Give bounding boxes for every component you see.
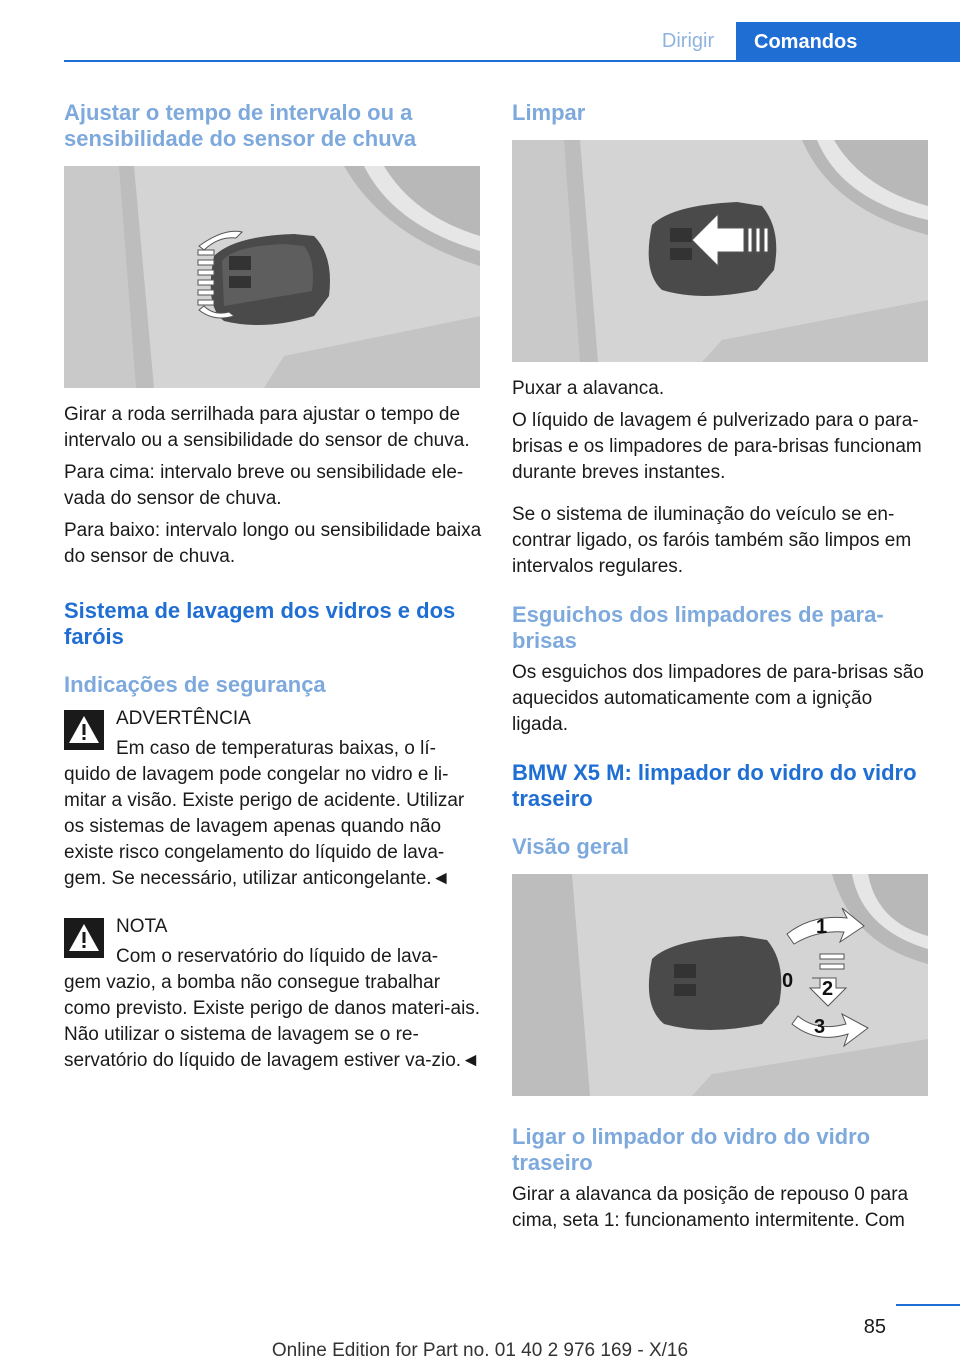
page-number: 85	[863, 1316, 886, 1338]
warning-block	[64, 706, 482, 892]
para-turn-wheel: Girar a roda serrilhada para ajustar o tempo de intervalo ou a sensibilidade do sensor de chuva.	[64, 404, 470, 451]
para-jets-heated: Os esguichos dos limpadores de para-brisas são aquecidos automaticamente com a ignição ligada.	[512, 662, 924, 735]
heading-overview: Visão geral	[512, 834, 629, 859]
warning-triangle-icon	[64, 918, 104, 958]
heading-safety: Indicações de segurança	[64, 672, 326, 697]
warning-line1: Em caso de temperaturas baixas, o lí-	[116, 738, 436, 759]
right-column	[512, 100, 928, 1234]
footer-rule	[896, 1304, 960, 1306]
para-pull-lever: Puxar a alavanca.	[512, 378, 665, 399]
figure-thumbwheel	[64, 166, 480, 388]
header-section: Dirigir	[661, 30, 715, 52]
page-header	[0, 0, 960, 62]
heading-interval: Ajustar o tempo de intervalo ou a sensibilidade do sensor de chuva	[64, 100, 417, 151]
left-column	[64, 100, 482, 1074]
heading-turn-on-rear: Ligar o limpador do vidro do vidro traseiro	[512, 1124, 871, 1175]
position-label-3: 3	[814, 1016, 826, 1038]
header-rule	[64, 60, 960, 62]
figure-rear-wiper-positions	[512, 874, 928, 1096]
heading-wash-system: Sistema de lavagem dos vidros e dos faróis	[64, 598, 456, 649]
note-text: gem vazio, a bomba não consegue trabalhar como previsto. Existe perigo de danos materi-ais. Não utilizar o sistema de lavagem se o re-servatório do líquido de lavagem estiver va-zio.◄	[64, 972, 481, 1071]
heading-clean: Limpar	[512, 100, 586, 125]
note-line1: Com o reservatório do líquido de lava-	[116, 946, 439, 967]
warning-text: quido de lavagem pode congelar no vidro e li-mitar a visão. Existe perigo de acidente. Utilizar os sistemas de lavagem apenas quando não existe risco congelamento do líquido de lava-gem. Se necessário, utilizar anticongelante.◄	[64, 764, 465, 889]
warning-triangle-icon	[64, 710, 104, 750]
para-headlights: Se o sistema de iluminação do veículo se en-contrar ligado, os faróis também são limpos em intervalos regulares.	[512, 504, 912, 577]
heading-rear-wiper: BMW X5 M: limpador do vidro do vidro traseiro	[512, 760, 917, 811]
para-up: Para cima: intervalo breve ou sensibilidade ele-vada do sensor de chuva.	[64, 462, 464, 509]
note-title: NOTA	[116, 916, 168, 937]
header-chapter: Comandos	[736, 22, 960, 62]
para-down: Para baixo: intervalo longo ou sensibilidade baixa do sensor de chuva.	[64, 520, 482, 567]
position-label-0: 0	[782, 970, 794, 992]
edition-line: Online Edition for Part no. 01 40 2 976 169 - X/16	[271, 1340, 689, 1361]
para-turn-lever: Girar a alavanca da posição de repouso 0 para cima, seta 1: funcionamento intermitente. Com	[512, 1184, 909, 1231]
figure-pull-lever	[512, 140, 928, 362]
note-block	[64, 914, 482, 1074]
position-label-1: 1	[816, 916, 828, 938]
heading-jets: Esguichos dos limpadores de para-brisas	[512, 602, 884, 653]
para-fluid-sprayed: O líquido de lavagem é pulverizado para o para-brisas e os limpadores de para-brisas funcionam durante breves instantes.	[512, 410, 922, 483]
position-label-2: 2	[822, 978, 834, 1000]
warning-title: ADVERTÊNCIA	[116, 708, 251, 729]
